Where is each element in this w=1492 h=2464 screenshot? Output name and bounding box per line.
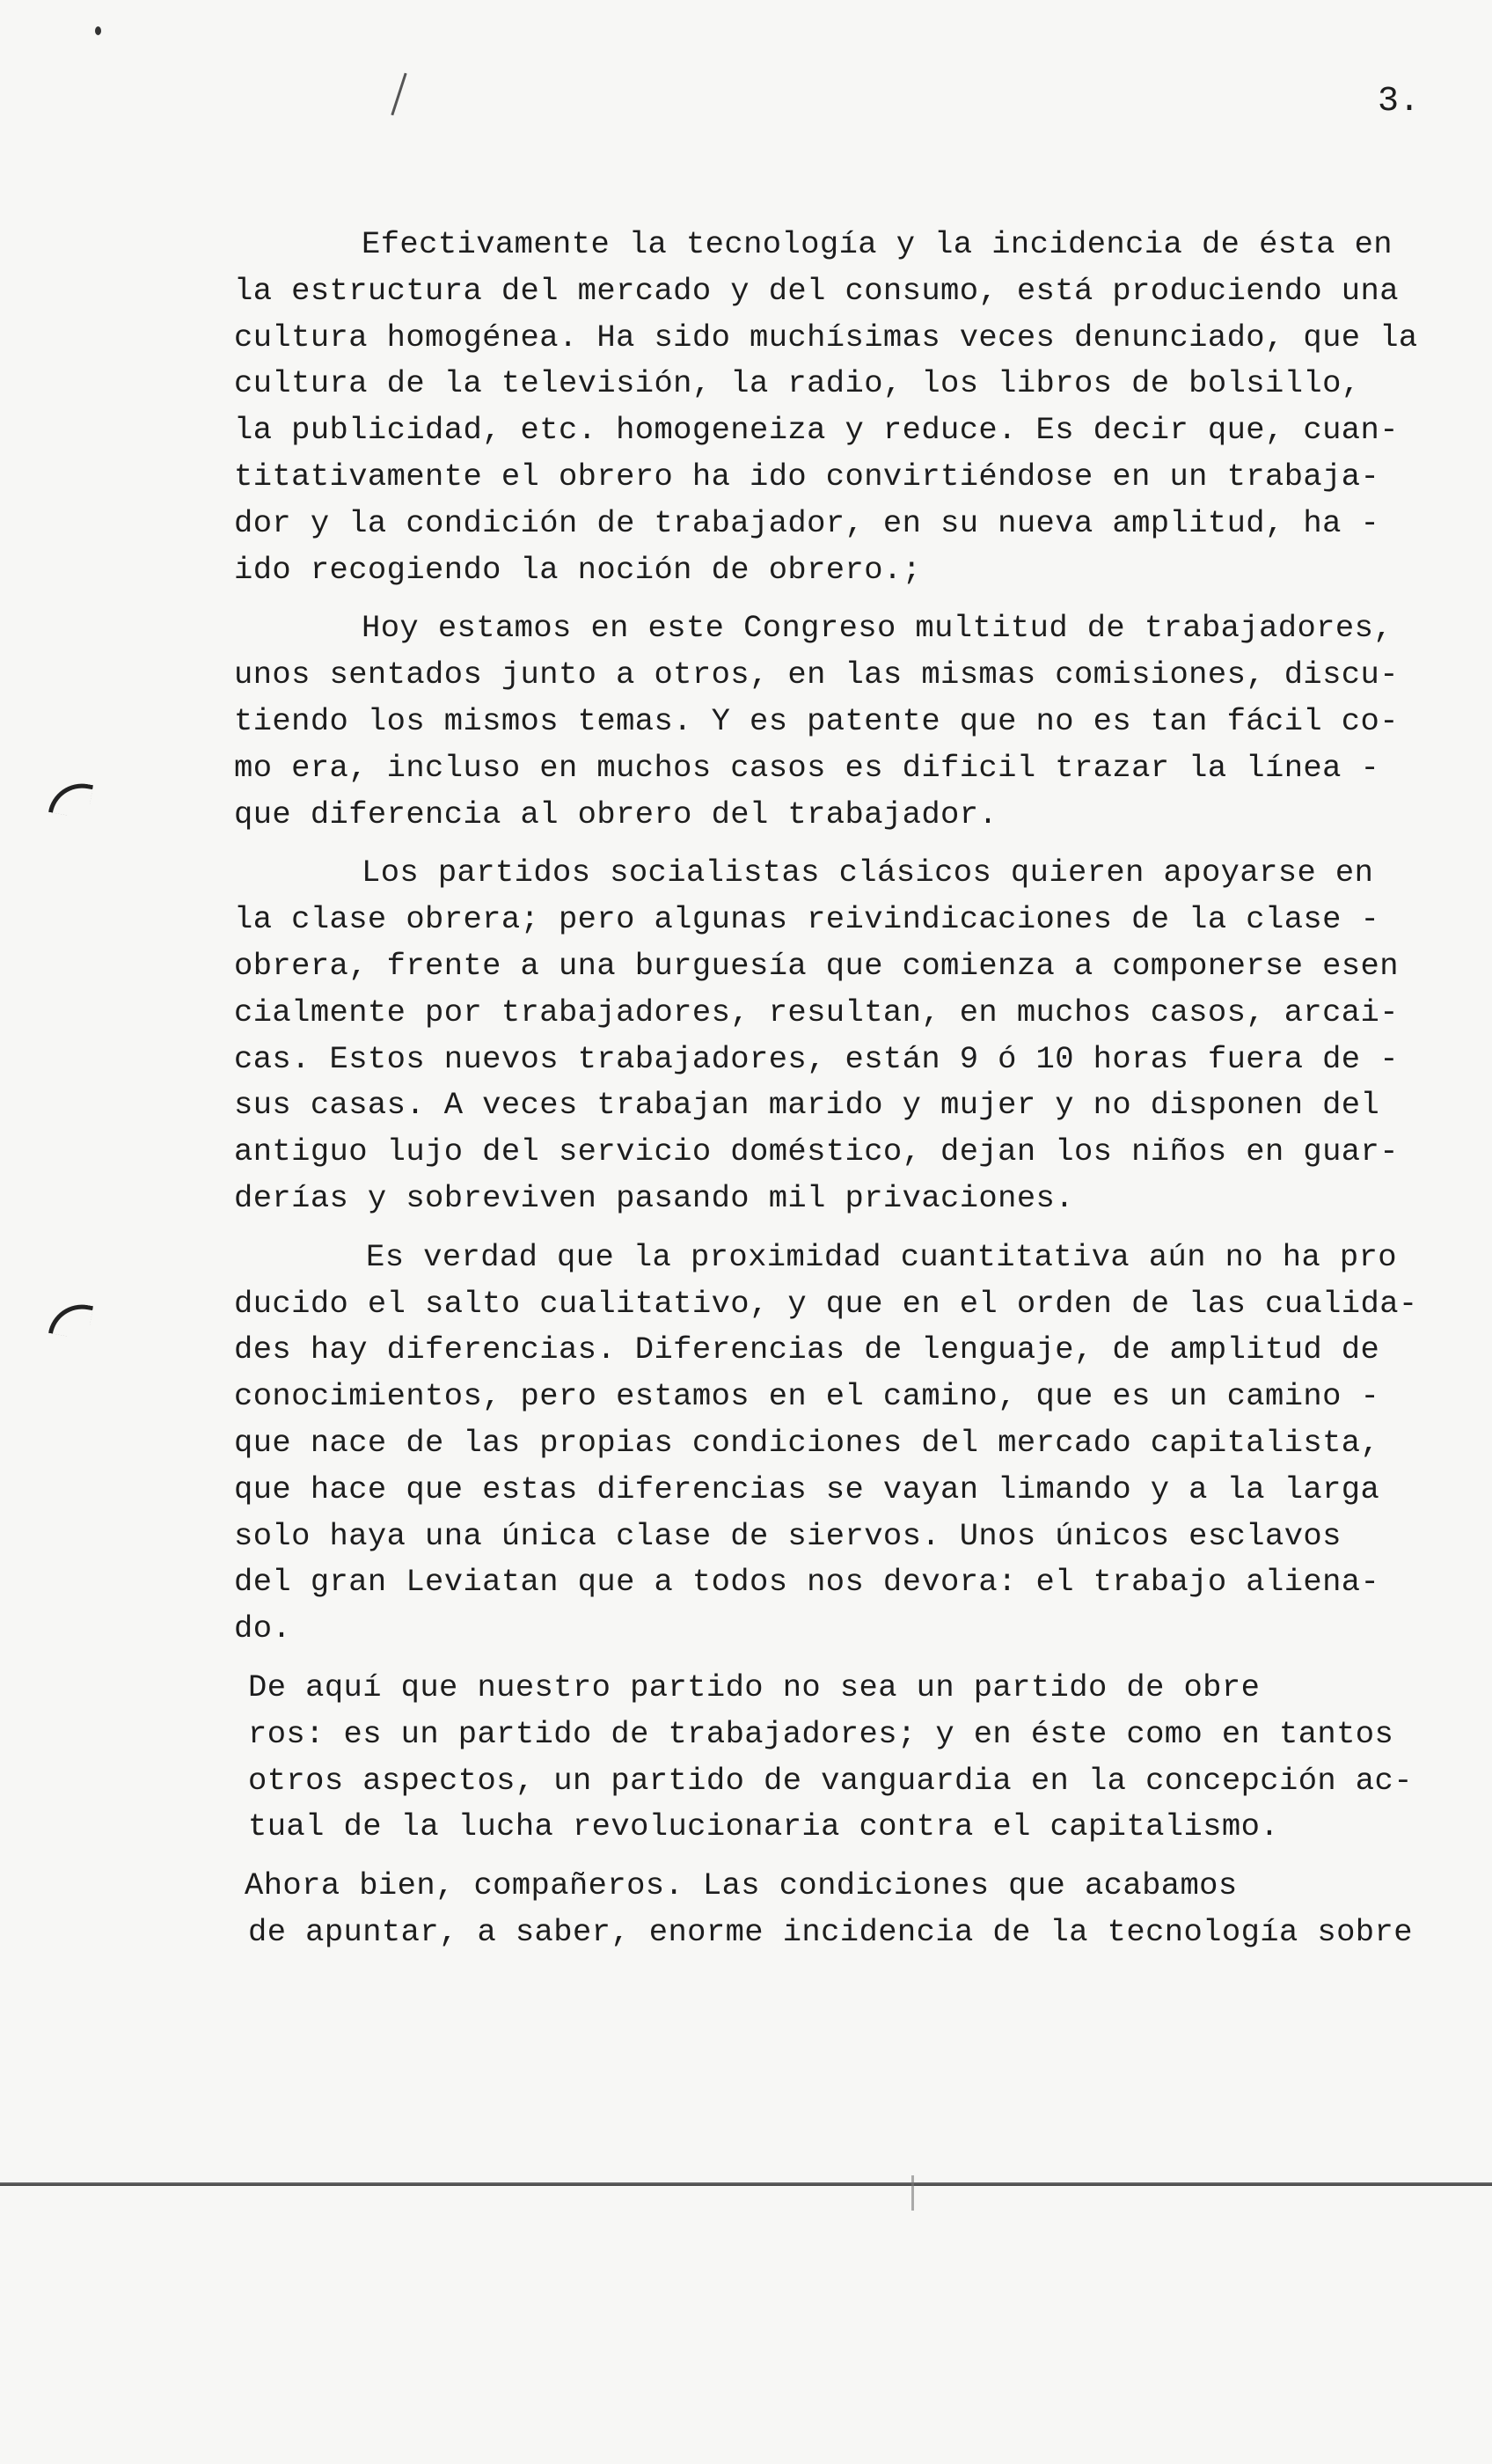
text-line: otros aspectos, un partido de vanguardia en la concepción ac- <box>248 1762 1413 1799</box>
punch-hole-mark-top <box>48 778 93 818</box>
text-line: obrera, frente a una burguesía que comienza a componerse esen <box>234 947 1399 984</box>
text-line: tiendo los mismos temas. Y es patente que no es tan fácil co- <box>234 702 1399 739</box>
paragraph-2 <box>234 605 1404 838</box>
text-line: solo haya una única clase de siervos. Unos únicos esclavos <box>234 1517 1342 1554</box>
text-line: Los partidos socialistas clásicos quieren apoyarse en <box>362 854 1374 891</box>
text-line: des hay diferencias. Diferencias de lenguaje, de amplitud de <box>234 1331 1380 1368</box>
text-line: que nace de las propias condiciones del mercado capitalista, <box>234 1424 1380 1461</box>
text-line: dor y la condición de trabajador, en su nueva amplitud, ha - <box>234 504 1380 541</box>
text-line: conocimientos, pero estamos en el camino, que es un camino - <box>234 1378 1380 1415</box>
text-line: unos sentados junto a otros, en las mismas comisiones, discu- <box>234 656 1399 693</box>
text-line: la clase obrera; pero algunas reivindicaciones de la clase - <box>234 901 1380 938</box>
text-line: tual de la lucha revolucionaria contra el capitalismo. <box>248 1808 1279 1845</box>
paragraph-1 <box>234 222 1418 593</box>
text-line: ducido el salto cualitativo, y que en el orden de las cualida- <box>234 1285 1418 1322</box>
page-bottom-rule <box>0 2182 1492 2186</box>
text-line: de apuntar, a saber, enorme incidencia de la tecnología sobre <box>248 1913 1413 1950</box>
text-line: ros: es un partido de trabajadores; y en éste como en tantos <box>248 1715 1394 1752</box>
text-line: cas. Estos nuevos trabajadores, están 9 ó 10 horas fuera de - <box>234 1040 1399 1077</box>
text-line: cultura homogénea. Ha sido muchísimas veces denunciado, que la <box>234 319 1418 356</box>
text-line: derías y sobreviven pasando mil privaciones. <box>234 1179 1074 1216</box>
text-line: De aquí que nuestro partido no sea un partido de obre <box>248 1668 1261 1705</box>
text-line: do. <box>234 1610 292 1647</box>
punch-hole-mark-bottom <box>48 1299 93 1339</box>
paragraph-3 <box>234 850 1404 1221</box>
scan-speck <box>95 26 101 35</box>
paragraph-5 <box>234 1665 1413 1851</box>
text-line: mo era, incluso en muchos casos es dificil trazar la línea - <box>234 749 1380 786</box>
text-line: ido recogiendo la noción de obrero.; <box>234 551 922 588</box>
text-line: que diferencia al obrero del trabajador. <box>234 796 998 832</box>
text-line: Ahora bien, compañeros. Las condiciones que acabamos <box>245 1867 1238 1904</box>
text-line: cialmente por trabajadores, resultan, en muchos casos, arcai- <box>234 994 1399 1030</box>
text-line: titativamente el obrero ha ido convirtiéndose en un trabaja- <box>234 458 1380 495</box>
scan-mark <box>911 2175 914 2211</box>
page-number: 3. <box>1378 82 1421 121</box>
text-line: que hace que estas diferencias se vayan limando y a la larga <box>234 1470 1380 1507</box>
scan-mark <box>391 73 406 115</box>
text-line: antiguo lujo del servicio doméstico, dejan los niños en guar- <box>234 1133 1399 1170</box>
text-line: del gran Leviatan que a todos nos devora: el trabajo aliena- <box>234 1564 1380 1601</box>
text-line: cultura de la televisión, la radio, los libros de bolsillo, <box>234 365 1361 402</box>
text-line: Efectivamente la tecnología y la incidencia de ésta en <box>362 226 1393 262</box>
body-text <box>234 222 1418 1969</box>
paragraph-4 <box>234 1235 1418 1653</box>
paragraph-6 <box>234 1863 1413 1956</box>
text-line: Hoy estamos en este Congreso multitud de trabajadores, <box>362 610 1393 647</box>
text-line: la estructura del mercado y del consumo, está produciendo una <box>234 272 1399 309</box>
text-line: sus casas. A veces trabajan marido y mujer y no disponen del <box>234 1087 1380 1124</box>
text-line: la publicidad, etc. homogeneiza y reduce. Es decir que, cuan- <box>234 412 1399 449</box>
text-line: Es verdad que la proximidad cuantitativa aún no ha pro <box>366 1238 1397 1275</box>
